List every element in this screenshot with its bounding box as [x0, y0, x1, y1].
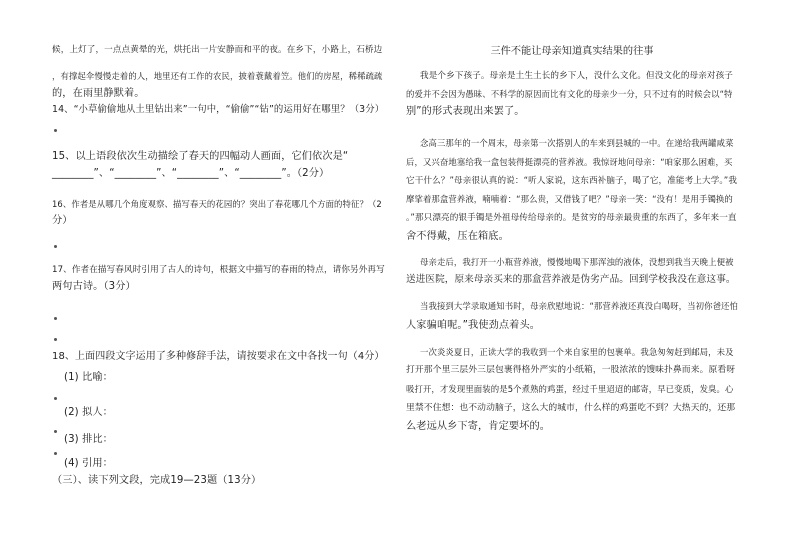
paragraph-line: 的，在雨里静默着。: [52, 88, 145, 99]
article-line: 母亲走后，我打开一小瓶营养液，慢慢地喝下那浑浊的液体，没想到我当天晚上便被: [420, 257, 734, 267]
answer-space-marker: [54, 397, 57, 400]
q18-item-metaphor: (1) 比喻：: [64, 372, 113, 383]
article-line: 的爱并不会因为愚昧、不科学的原因而比有文化的母亲少一分，只不过有的时候会以“特: [406, 89, 733, 99]
article-line: 念高三那年的一个周末，母亲第一次搭别人的车来到县城的一中。在递给我两罐咸菜: [420, 138, 734, 148]
answer-space-marker: [54, 430, 57, 433]
answer-space-marker: [54, 129, 57, 132]
q18-item-personification: (2) 拟人：: [64, 407, 113, 418]
article-line: 送进医院，原来母亲买来的那盒营养液是伪劣产品。回到学校我没在意这事。: [406, 274, 736, 285]
answer-space-marker: [54, 338, 57, 341]
question-14: 14、“小草偷偷地从土里钻出来”一句中，“偷偷”“钻”的运用好在哪里？（3分）: [52, 104, 385, 115]
answer-space-marker: [54, 452, 57, 455]
article-line: 它干什么？”母亲很认真的说：“听人家说，这东西补脑子，喝了它，准能考上大学。”我: [406, 176, 738, 186]
article-line: 吸打开，才发现里面装的是5个煮熟的鸡蛋，经过千里迢迢的邮寄，早已变质，发臭。心: [406, 384, 734, 394]
article-line: 我是个乡下孩子。母亲是土生土长的乡下人，没什么文化。但没文化的母亲对孩子: [420, 71, 733, 81]
question-17-line: 17、作者在描写春风时引用了古人的诗句，根据文中描写的春雨的特点，请你另外再写: [52, 265, 385, 275]
section-3-heading: （三）、读下列文段，完成19—23题（13分）: [52, 475, 262, 486]
article-line: 人家骗咱呢。”我使劲点着头。: [406, 320, 541, 331]
question-16-line: 16、作者是从哪几个角度观察、描写春天的花园的？突出了春花哪几个方面的特征？（2: [52, 199, 382, 209]
question-18: 18、上面四段文字运用了多种修辞手法，请按要求在文中各找一句（4分）: [52, 351, 385, 362]
question-17-line: 两句古诗。（3分）: [52, 281, 136, 292]
question-15-line: 15、以上语段依次生动描绘了春天的四幅动人画面，它们依次是“: [52, 151, 349, 162]
article-line: 别”的形式表现出来罢了。: [406, 106, 525, 117]
article-line: 一次炎炎夏日，正读大学的我收到一个来自家里的包裹单。我急匆匆赶到邮局，未及: [420, 347, 734, 357]
q18-item-parallelism: (3) 排比：: [64, 434, 113, 445]
q18-item-quotation: (4) 引用：: [64, 458, 113, 469]
paragraph-line: ，有撑起伞慢慢走着的人，地里还有工作的农民，披着蓑戴着笠。他们的房屋，稀稀疏疏: [52, 71, 383, 81]
article-line: 里禁不住想：也不动动脑子，这么大的城市，什么样的鸡蛋吃不到？大热天的，还那: [406, 403, 736, 413]
article-title: 三件不能让母亲知道真实结果的往事: [490, 46, 654, 57]
article-line: 么老远从乡下寄，肯定要坏的。: [406, 421, 551, 432]
paragraph-line: 候，上灯了，一点点黄晕的光，烘托出一片安静而和平的夜。在乡下，小路上，石桥边: [52, 45, 383, 55]
answer-space-marker: [54, 245, 57, 248]
question-15-blanks: ________”、“________”、“________”、“________”。（2分）: [52, 168, 330, 179]
article-line: 摩挲着那盒营养液，喃喃着：“那么贵，又借钱了吧？”母亲一笑：“没有！是用手镯换的: [406, 194, 733, 204]
article-line: 舍不得戴，压在箱底。: [406, 231, 509, 242]
question-16-line: 分）: [52, 215, 73, 226]
article-line: 打开那个里三层外三层包裹得格外严实的小纸箱，一股浓浓的馊味扑鼻而来。原看呀: [406, 365, 736, 375]
article-line: 后，又兴奋地塞给我一盒包装得挺漂亮的营养液。我惊讶地问母亲：“咱家那么困难，买: [406, 157, 733, 167]
answer-space-marker: [54, 317, 57, 320]
article-line: 当我接到大学录取通知书时，母亲欣慰地说：“那营养液还真没白喝呀，当初你爸还怕: [420, 301, 739, 311]
article-line: 。”那只漂亮的银手镯是外祖母传给母亲的。是贫穷的母亲最贵重的东西了，多年来一直: [406, 213, 737, 223]
